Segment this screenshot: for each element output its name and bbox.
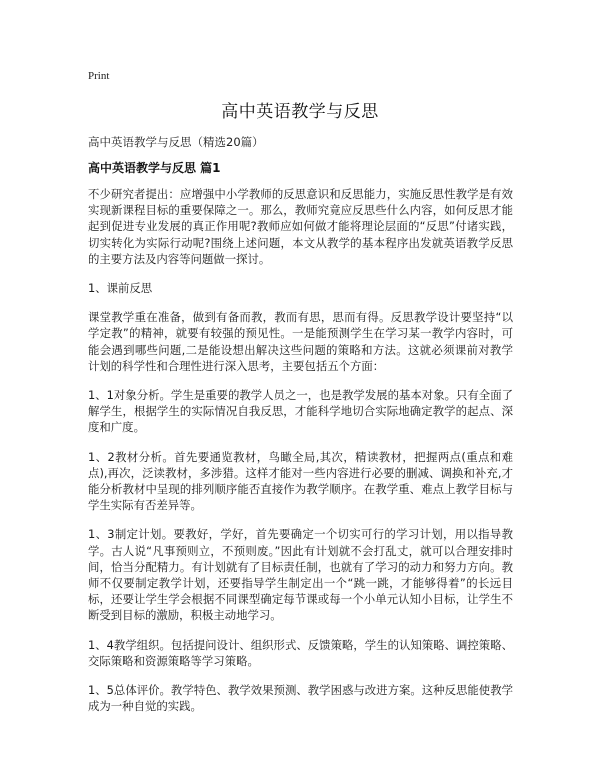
document-body xyxy=(88,186,513,727)
print-label: Print xyxy=(88,70,110,82)
paragraph-pre-class: 课堂教学重在准备，做到有备而教，教而有思，思而有得。反思教学设计要坚持“以学定教”的精神，就要有较强的预见性。一是能预测学生在学习某一教学内容时，可能会遇到哪些问题,二是能设想出解决这些问题的策略和方法。这就必须课前对教学计划的科学性和合理性进行深入思考，主要包括五个方面： xyxy=(88,310,513,373)
paragraph-object-analysis: 1、1对象分析。学生是重要的教学人员之一，也是教学发展的基本对象。只有全面了解学生，根据学生的实际情况自我反思，才能科学地切合实际地确定教学的起点、深度和广度。 xyxy=(88,388,513,435)
paragraph-evaluation: 1、5总体评价。教学特色、教学效果预测、教学困惑与改进方案。这种反思能使教学成为一种自觉的实践。 xyxy=(88,683,513,714)
paragraph-heading-pre-class: 1、课前反思 xyxy=(88,281,153,296)
paragraph-material-analysis: 1、2教材分析。首先要通览教材，鸟瞰全局,其次，精读教材，把握两点(重点和难点),再次，泛读教材，多涉猎。这样才能对一些内容进行必要的删减、调换和补充,才能分析教材中呈现的排列顺序能否直接作为教学顺序。在教学重、难点上教学目标与学生实际有否差异等。 xyxy=(88,449,513,513)
page-title: 高中英语教学与反思 xyxy=(221,102,379,122)
paragraph-organization: 1、4教学组织。包括提问设计、组织形式、反馈策略，学生的认知策略、调控策略、交际策略和资源策略等学习策略。 xyxy=(88,637,513,668)
document-subtitle: 高中英语教学与反思（精选20篇） xyxy=(88,135,264,149)
section-heading: 高中英语教学与反思 篇1 xyxy=(88,161,221,175)
paragraph-intro: 不少研究者提出：应增强中小学教师的反思意识和反思能力，实施反思性教学是有效实现新课程目标的重要保障之一。那么，教师究竟应反思些什么内容，如何反思才能起到促进专业发展的真正作用呢?教师应如何做才能将理论层面的“反思”付诸实践，切实转化为实际行动呢?围绕上述问题，本文从教学的基本程序出发就英语教学反思的主要方法及内容等问题做一探讨。 xyxy=(88,187,513,266)
paragraph-planning: 1、3制定计划。要教好，学好，首先要确定一个切实可行的学习计划，用以指导教学。古人说“凡事预则立，不预则废。”因此有计划就不会打乱丈，就可以合理安排时间，恰当分配精力。有计划就有了目标责任制，也就有了学习的动力和努力方向。教师不仅要制定教学计划，还要指导学生制定出一个“跳一跳，才能够得着”的长远目标，还要让学生学会根据不同课型确定每节课或每一个小单元认知小目标，让学生不断受到目标的激励，积极主动地学习。 xyxy=(88,527,513,623)
